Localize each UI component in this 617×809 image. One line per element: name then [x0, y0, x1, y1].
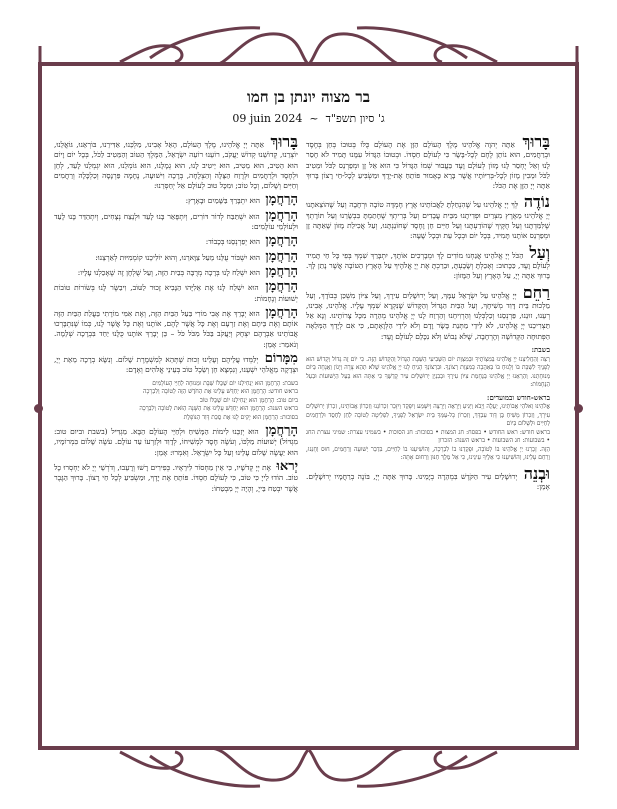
paragraph-text: הוּא יְזַכֵּנוּ לִימוֹת הַמָּשִׁיחַ וּלְחַיֵּי הָעוֹלָם הַבָּא. מַגְדִּיל (בשבת וביום טוב: מִגְדּוֹל) יְשׁוּעוֹת מַלְכּוֹ, וְעֹשֶׂה חֶסֶד לִמְשִׁיחוֹ, לְדָוִד וּלְזַרְעוֹ עַד עוֹלָם. עֹשֶׂה שָׁלוֹם בִּמְרוֹמָיו, הוּא יַעֲשֶׂה שָׁלוֹם עָלֵינוּ וְעַל כָּל יִשְׂרָאֵל. וְאִמְרוּ: אָמֵן:	[54, 427, 298, 457]
paragraph-harachaman	[54, 207, 298, 233]
rosh-chodesh-insert	[306, 394, 550, 463]
paragraph-text: הוּא יִשְׁבּוֹר עֻלֵּנוּ מֵעַל צַוָּארֵנוּ, וְהוּא יוֹלִיכֵנוּ קוֹמְמִיּוּת לְאַרְצֵנוּ:	[95, 252, 261, 262]
opener-word: הָרַחֲמָן	[265, 279, 298, 295]
shabbat-heading: בשבת:	[531, 345, 550, 355]
rosh-chodesh-text: אֱלֹהֵינוּ וֵאלֹהֵי אֲבוֹתֵינוּ, יַעֲלֶה וְיָבֹא וְיַגִּיעַ וְיֵרָאֶה וְיֵרָצֶה וְיִשָּׁמַע וְיִפָּקֵד וְיִזָּכֵר זִכְרוֹנֵנוּ וְזִכְרוֹן אֲבוֹתֵינוּ, זִכְרוֹן יְרוּשָׁלַיִם עִירָךְ, וְזִכְרוֹן מָשִׁיחַ בֶּן דָּוִד עַבְדָּךְ, וְזִכְרוֹן כָּל-עַמְּךָ בֵּית יִשְׂרָאֵל לְפָנֶיךָ, לִפְלֵיטָה לְטוֹבָה לְחֵן לְחֶסֶד וּלְרַחֲמִים לְחַיִּים וּלְשָׁלוֹם בְּיוֹם	[306, 403, 550, 428]
shabbat-insert	[306, 346, 550, 390]
paragraph-baruch-hazan	[306, 132, 550, 191]
paragraph-baruch-hael	[54, 132, 298, 191]
shabbat-text: רְצֵה וְהַחֲלִיצֵנוּ יְיָ אֱלֹהֵינוּ בְּמִצְוֹתֶיךָ וּבְמִצְוַת יוֹם הַשְּׁבִיעִי הַשַּׁבָּת הַגָּדוֹל וְהַקָּדוֹשׁ הַזֶּה. כִּי יוֹם זֶה גָּדוֹל וְקָדוֹשׁ הוּא לְפָנֶיךָ לִשְׁבָּת בּוֹ וְלָנוּחַ בּוֹ בְּאַהֲבָה כְּמִצְוַת רְצוֹנֶךָ. וּבִרְצוֹנְךָ הָנִיחַ לָנוּ יְיָ אֱלֹהֵינוּ שֶׁלֹּא תְהֵא צָרָה וְיָגוֹן וַאֲנָחָה בְּיוֹם מְנוּחָתֵנוּ. וְהַרְאֵנוּ יְיָ אֱלֹהֵינוּ בְּנֶחָמַת צִיּוֹן עִירֶךָ וּבְבִנְיַן יְרוּשָׁלַיִם עִיר קָדְשֶׁךָ כִּי אַתָּה הוּא בַּעַל הַיְשׁוּעוֹת וּבַעַל הַנֶּחָמוֹת:	[306, 355, 550, 389]
paragraph-text: לְּךָ יְיָ אֱלֹהֵינוּ עַל שֶׁהִנְחַלְתָּ לַאֲבוֹתֵינוּ אֶרֶץ חֶמְדָּה טוֹבָה וּרְחָבָה וְעַל שֶׁהוֹצֵאתָנוּ יְיָ אֱלֹהֵינוּ מֵאֶרֶץ מִצְרַיִם וּפְדִיתָנוּ מִבֵּית עֲבָדִים וְעַל בְּרִיתְךָ שֶׁחָתַמְתָּ בִּבְשָׂרֵנוּ וְעַל תּוֹרָתְךָ שֶׁלִּמַּדְתָּנוּ וְעַל חֻקֶּיךָ שֶׁהוֹדַעְתָּנוּ וְעַל חַיִּים חֵן וָחֶסֶד שֶׁחוֹנַנְתָּנוּ, וְעַל אֲכִילַת מָזוֹן שָׁאַתָּה זָן וּמְפַרְנֵס אוֹתָנוּ תָּמִיד, בְּכָל יוֹם וּבְכָל עֵת וּבְכָל שָׁעָה:	[306, 200, 550, 241]
right-column	[306, 132, 551, 496]
opener-word: הָרַחֲמָן	[265, 192, 298, 208]
rosh-chodesh-days: בראש חודש: ראש החודש • בפסח: חג המצות • בסוכות: חג הסוכות • בשמיני עצרת: שמיני עצרת החג • בשבועות: חג השבועות • בראש השנה: הזכרון	[306, 428, 550, 445]
opener-word: וְעַל	[529, 242, 550, 262]
holiday-insert-line: בשבת: הָרַחֲמָן הוּא יַנְחִילֵנוּ יוֹם שֶׁכֻּלּוֹ שַׁבָּת וּמְנוּחָה לְחַיֵּי הָעוֹלָמִים	[152, 379, 298, 387]
opener-word: וּבְנֵה	[523, 463, 550, 483]
paragraph-harachaman	[54, 279, 298, 304]
top-ornament	[0, 6, 617, 66]
opener-word: נוֹדֶה	[523, 192, 551, 212]
date-line	[60, 112, 557, 125]
paragraph-harachaman	[54, 304, 298, 350]
opener-word: בָּרוּךְ	[522, 132, 550, 151]
paragraph-yeru	[54, 459, 298, 494]
paragraph-harachaman	[54, 192, 298, 208]
paragraph-text: אֶת יְיָ קְדֹשָׁיו, כִּי אֵין מַחְסוֹר לִירֵאָיו. כְּפִירִים רָשׁוּ וְרָעֵבוּ, וְדֹרְשֵׁי יְיָ לֹא יַחְסְרוּ כָל טוֹב. הוֹדוּ לַייָ כִּי טוֹב, כִּי לְעוֹלָם חַסְדּוֹ. פּוֹתֵחַ אֶת יָדֶךָ, וּמַשְׂבִּיעַ לְכָל חַי רָצוֹן. בָּרוּךְ הַגֶּבֶר אֲשֶׁר יִבְטַח בַּייָ, וְהָיָה יְיָ מִבְטַחוֹ:	[54, 463, 298, 493]
paragraph-text: אַתָּה יְיָ אֱלֹהֵינוּ, מֶלֶךְ הָעוֹלָם, הָאֵל אָבִינוּ, מַלְכֵּנוּ, אַדִּירֵנוּ, בּוֹרְאֵנוּ, גּוֹאֲלֵנוּ, יוֹצְרֵנוּ, קְדוֹשֵׁנוּ קְדוֹשׁ יַעֲקֹב, רוֹעֵנוּ רוֹעֵה יִשְׂרָאֵל, הַמֶּלֶךְ הַטּוֹב וְהַמֵּטִיב לַכֹּל, בְּכָל יוֹם וָיוֹם הוּא הֵטִיב, הוּא מֵטִיב, הוּא יֵיטִיב לָנוּ, הוּא גְמָלָנוּ, הוּא גּוֹמְלֵנוּ, הוּא יִגְמְלֵנוּ לָעַד, לְחֵן וּלְחֶסֶד וּלְרַחֲמִים וּלְרֶוַח הַצָּלָה וְהַצְלָחָה, בְּרָכָה וִישׁוּעָה, נֶחָמָה פַּרְנָסָה וְכַלְכָּלָה וְרַחֲמִים וְחַיִּים וְשָׁלוֹם, וְכָל טוֹב; וּמִכָּל טוּב לְעוֹלָם אַל יְחַסְּרֵנוּ:	[54, 140, 298, 191]
paragraph-text: הַכֹּל יְיָ אֱלֹהֵינוּ אֲנַחְנוּ מוֹדִים לָךְ וּמְבָרְכִים אוֹתָךְ, יִתְבָּרַךְ שִׁמְךָ בְּפִי כָּל חַי תָּמִיד לְעוֹלָם וָעֶד, כַּכָּתוּב: וְאָכַלְתָּ וְשָׂבָעְתָּ, וּבֵרַכְתָּ אֶת יְיָ אֱלֹהֶיךָ עַל הָאָרֶץ הַטּוֹבָה אֲשֶׁר נָתַן לָךְ. בָּרוּךְ אַתָּה יְיָ, עַל הָאָרֶץ וְעַל הַמָּזוֹן:	[306, 250, 550, 281]
paragraph-harachaman	[54, 263, 298, 279]
opener-word: בָּרוּךְ	[270, 132, 298, 151]
right-frame-dot	[574, 404, 583, 413]
opener-word: הָרַחֲמָן	[265, 248, 298, 264]
hebrew-date: ג' סיון תשפ"ד	[325, 112, 385, 125]
left-column	[54, 132, 298, 498]
rosh-chodesh-heading: בראש-חודש ובמועדים:	[486, 392, 550, 402]
paragraph-harachaman	[54, 248, 298, 264]
paragraph-text: הוּא יִשְׁלַח לָנוּ בְּרָכָה מְרֻבָּה בְּבַיִת הַזֶּה, וְעַל שֻׁלְחָן זֶה שֶׁאָכַלְנוּ עָלָיו:	[77, 267, 261, 277]
left-frame-dot	[34, 404, 43, 413]
holiday-inserts	[54, 380, 298, 423]
holiday-insert-line: ביום טוב: הָרַחֲמָן הוּא יַנְחִילֵנוּ יוֹם שֶׁכֻּלּוֹ טוֹב	[199, 396, 298, 404]
paragraph-text: הוּא יְפַרְנְסֵנוּ בְּכָבוֹד:	[205, 237, 261, 247]
paragraph-text: הוּא יִשְׁתַּבַּח לְדוֹר דּוֹרִים, וְיִתְפָּאַר בָּנוּ לָעַד וּלְנֵצַח נְצָחִים, וְיִתְהַדַּר בָּנוּ לָעַד וּלְעוֹלְמֵי עוֹלָמִים:	[54, 211, 298, 232]
opener-word: הָרַחֲמָן	[265, 233, 298, 249]
opener-word: הָרַחֲמָן	[265, 423, 298, 439]
holiday-insert-line: בסוכות: הָרַחֲמָן הוּא יָקִים לָנוּ אֶת סֻכַּת דָּוִד הַנּוֹפָלֶת	[183, 413, 298, 421]
paragraph-text: הוּא יִשְׁלַח לָנוּ אֶת אֵלִיָּהוּ הַנָּבִיא זָכוּר לַטּוֹב, וִיבַשֶּׂר לָנוּ בְּשׂוֹרוֹת טוֹבוֹת יְשׁוּעוֹת וְנֶחָמוֹת:	[54, 283, 298, 303]
paragraph-text: הוּא יְבָרֵךְ אֶת אָבִי מוֹרִי בַּעַל הַבַּיִת הַזֶּה, וְאֶת אִמִּי מוֹרָתִי בַּעֲלַת הַבַּיִת הַזֶּה אוֹתָם וְאֶת בֵּיתָם וְאֶת זַרְעָם וְאֶת כָּל אֲשֶׁר לָהֶם, אוֹתָנוּ וְאֶת כָּל אֲשֶׁר לָנוּ, כְּמוֹ שֶׁנִּתְבָּרְכוּ אֲבוֹתֵינוּ אַבְרָהָם יִצְחָק וְיַעֲקֹב בַּכֹּל מִכֹּל כֹּל – כֵּן יְבָרֵךְ אוֹתָנוּ כֻּלָּנוּ יַחַד בִּבְרָכָה שְׁלֵמָה. וְנֹאמַר: אָמֵן:	[54, 308, 298, 349]
bottom-ornament	[0, 748, 617, 808]
page-title: בר מצוה יונתן בן חמו	[247, 88, 370, 106]
opener-word: מִמָּרוֹם	[264, 351, 298, 367]
paragraph-rachem	[306, 282, 550, 342]
paragraph-harachaman-mashiach	[54, 423, 298, 458]
date-separator: ~	[309, 112, 319, 125]
paragraph-text: יְיָ אֱלֹהֵינוּ עַל יִשְׂרָאֵל עַמָּךְ, וְעַל יְרוּשָׁלַיִם עִירָךְ, וְעַל צִיּוֹן מִשְׁכַּן כְּבוֹדָךְ, וְעַל מַלְכוּת בֵּית דָּוִד מְשִׁיחָךְ, וְעַל הַבַּיִת הַגָּדוֹל וְהַקָּדוֹשׁ שֶׁנִּקְרָא שִׁמְךָ עָלָיו. אֱלֹהֵינוּ, אָבִינוּ, רְעֵנוּ, זוּנֵנוּ, פַּרְנְסֵנוּ וְכַלְכְּלֵנוּ וְהַרְוִיחֵנוּ וְהַרְוַח לָנוּ יְיָ אֱלֹהֵינוּ מְהֵרָה מִכָּל צָרוֹתֵינוּ. וְנָא אַל תַּצְרִיכֵנוּ יְיָ אֱלֹהֵינוּ, לֹא לִידֵי מַתְּנַת בָּשָׂר וָדָם וְלֹא לִידֵי הַלְוָאָתָם, כִּי אִם לְיָדְךָ הַמְּלֵאָה הַפְּתוּחָה הַקְּדוֹשָׁה וְהָרְחָבָה, שֶׁלֹּא נֵבוֹשׁ וְלֹא נִכָּלֵם לְעוֹלָם וָעֶד:	[306, 290, 550, 341]
opener-word: רַחֵם	[522, 282, 550, 302]
paragraph-text: הוּא יִתְבָּרַךְ בַּשָּׁמַיִם וּבָאָרֶץ:	[185, 196, 261, 206]
opener-word: הָרַחֲמָן	[265, 207, 298, 223]
holiday-insert-line: בראש חודש: הָרַחֲמָן הוּא יְחַדֵּשׁ עָלֵינוּ אֶת הַחֹדֶשׁ הַזֶּה לְטוֹבָה וְלִבְרָכָה	[143, 388, 298, 396]
paragraph-nodeh	[306, 192, 551, 241]
paragraph-text: יְלַמְּדוּ עֲלֵיהֶם וְעָלֵינוּ זְכוּת שֶׁתְּהֵא לְמִשְׁמֶרֶת שָׁלוֹם. וְנִשָּׂא בְרָכָה מֵאֵת יְיָ, וּצְדָקָה מֵאֱלֹהֵי יִשְׁעֵנוּ, וְנִמְצָא חֵן וְשֵׂכֶל טוֹב בְּעֵינֵי אֱלֹהִים וְאָדָם:	[54, 355, 298, 375]
paragraph-veal-hakol	[306, 242, 550, 282]
paragraph-text: יְרוּשָׁלַיִם עִיר הַקֹּדֶשׁ בִּמְהֵרָה בְיָמֵינוּ. בָּרוּךְ אַתָּה יְיָ, בּוֹנֶה בְרַחֲמָיו יְרוּשָׁלָיִם. אָמֵן:	[306, 471, 550, 491]
holiday-insert-line: בראש השנה: הָרַחֲמָן הוּא יְחַדֵּשׁ עָלֵינוּ אֶת הַשָּׁנָה הַזֹּאת לְטוֹבָה וְלִבְרָכָה	[139, 405, 298, 413]
paragraph-text: אַתָּה יְהוָה אֱלֹהֵינוּ מֶלֶךְ הָעוֹלָם הַזָּן אֶת הָעוֹלָם כֻּלּוֹ בְּטוּבוֹ בְּחֵן בְּחֶסֶד וּבְרַחֲמִים, הוּא נוֹתֵן לֶחֶם לְכָל-בָּשָׂר כִּי לְעוֹלָם חַסְדּוֹ. וּבְטוּבוֹ הַגָּדוֹל עִמָּנוּ תָּמִיד לֹא חָסַר לָנוּ וְאַל יֶחְסַר לָנוּ מָזוֹן לְעוֹלָם וָעֶד בַּעֲבוּר שְׁמוֹ הַגָּדוֹל כִּי הוּא אֵל זָן וּמְפַרְנֵס לַכֹּל וּמֵטִיב לַכֹּל וּמֵכִין מָזוֹן לְכָל-בְּרִיּוֹתָיו אֲשֶׁר בָּרָא כָּאָמוּר פּוֹתֵחַ אֶת-יָדֶךָ וּמַשְׂבִּיעַ לְכָל-חַי רָצוֹן בָּרוּךְ אַתָּה יְיָ הַזָּן אֶת הַכֹּל:	[306, 140, 550, 191]
paragraph-uvneh	[306, 463, 550, 493]
opener-word: יְראוּ	[276, 459, 298, 475]
opener-word: הָרַחֲמָן	[265, 304, 298, 320]
rosh-chodesh-end: הַזֶּה. זָכְרֵנוּ יְיָ אֱלֹהֵינוּ בּוֹ לְטוֹבָה, וּפָקְדֵנוּ בוֹ לִבְרָכָה, וְהוֹשִׁיעֵנוּ בוֹ לְחַיִּים, בִּדְבַר יְשׁוּעָה וְרַחֲמִים, חוּס וְחָנֵּנוּ, וְרַחֵם עָלֵינוּ, וְהוֹשִׁיעֵנוּ כִּי אֵלֶיךָ עֵינֵינוּ, כִּי אֵל מֶלֶךְ חַנּוּן וְרַחוּם אָתָּה:	[306, 445, 550, 462]
paragraph-mimarom	[54, 351, 298, 376]
opener-word: הָרַחֲמָן	[265, 263, 298, 279]
gregorian-date: 09 juin 2024	[232, 112, 303, 125]
paragraph-harachaman	[54, 233, 298, 249]
